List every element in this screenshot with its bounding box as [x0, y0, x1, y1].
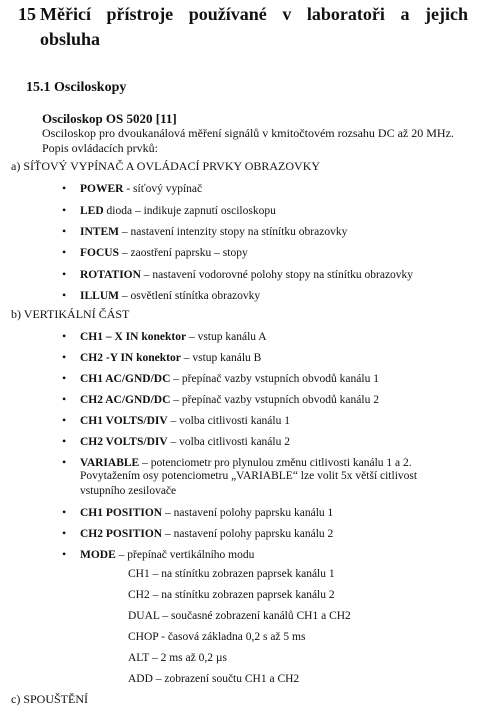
list-item — [62, 288, 260, 303]
chapter-number: 15 — [18, 4, 36, 24]
list-item — [62, 371, 379, 386]
bullet: • — [62, 224, 67, 238]
bullet: • — [62, 526, 67, 540]
description: – vstup kanálu A — [186, 331, 267, 343]
description: - síťový vypínač — [123, 183, 203, 195]
chapter-title-continued: obsluha — [40, 29, 101, 49]
list-item — [62, 526, 333, 541]
description: dioda – indikuje zapnutí osciloskopu — [103, 205, 276, 217]
description: – volba citlivosti kanálu 2 — [167, 436, 290, 448]
term: CH1 POSITION — [80, 507, 163, 519]
description: – zaostření paprsku – stopy — [118, 247, 248, 259]
list-item — [62, 203, 276, 218]
bullet: • — [62, 245, 67, 259]
term: CH2 AC/GND/DC — [80, 394, 171, 406]
mode-option: ADD – zobrazení součtu CH1 a CH2 — [128, 673, 300, 685]
description-continued: vstupního zesilovače — [80, 485, 177, 497]
description: – přepínač vazby vstupních obvodů kanálu 2 — [170, 394, 379, 406]
term: CH2 POSITION — [80, 528, 163, 540]
list-item — [62, 329, 267, 344]
term: MODE — [80, 549, 116, 561]
term: FOCUS — [80, 247, 119, 259]
bullet: • — [62, 181, 67, 195]
term: CH1 – X IN konektor — [80, 331, 187, 343]
list-item — [62, 434, 290, 449]
part-c-heading: c) SPOUŠTĚNÍ — [11, 692, 88, 706]
bullet: • — [62, 350, 67, 364]
bullet: • — [62, 203, 67, 217]
list-item — [62, 245, 248, 260]
bullet: • — [62, 434, 67, 448]
term: ROTATION — [80, 269, 141, 281]
list-item — [62, 350, 261, 365]
list-item — [62, 547, 254, 562]
section-title: 15.1 Osciloskopy — [26, 80, 127, 95]
list-item — [62, 392, 379, 407]
bullet: • — [62, 329, 67, 343]
description: – potenciometr pro plynulou změnu citlivosti kanálu 1 a 2. — [139, 457, 412, 469]
part-b-heading: b) VERTIKÁLNÍ ČÁST — [11, 307, 130, 321]
description-continued: Povytažením osy potenciometru „VARIABLE“ lze volit 5x větší citlivost — [80, 470, 418, 482]
description: – nastavení vodorovné polohy stopy na stínítku obrazovky — [140, 269, 414, 281]
bullet: • — [62, 392, 67, 406]
mode-option: CH1 – na stínítku zobrazen paprsek kanálu 1 — [128, 568, 335, 580]
description: – přepínač vertikálního modu — [115, 549, 255, 561]
bullet: • — [62, 267, 67, 281]
bullet: • — [62, 547, 67, 561]
mode-option: ALT – 2 ms až 0,2 µs — [128, 652, 227, 664]
mode-option: DUAL – současné zobrazení kanálů CH1 a CH2 — [128, 610, 351, 622]
list-item-variable — [62, 455, 412, 470]
subsection-title: Osciloskop OS 5020 [11] — [42, 111, 177, 126]
description: – osvětlení stínítka obrazovky — [118, 290, 261, 302]
list-item — [62, 505, 333, 520]
list-item — [62, 413, 290, 428]
list-item — [62, 181, 202, 196]
part-a-heading: a) SÍŤOVÝ VYPÍNAČ A OVLÁDACÍ PRVKY OBRAZOVKY — [11, 159, 321, 173]
mode-option: CH2 – na stínítku zobrazen paprsek kanálu 2 — [128, 589, 335, 601]
list-item — [62, 267, 413, 282]
term: VARIABLE — [80, 457, 140, 469]
chapter-title: Měřicí přístroje používané v laboratoři a jejich — [40, 4, 468, 24]
bullet: • — [62, 288, 67, 302]
bullet: • — [62, 455, 67, 469]
term: CH1 VOLTS/DIV — [80, 415, 168, 427]
description: – přepínač vazby vstupních obvodů kanálu 1 — [170, 373, 379, 385]
list-item — [62, 224, 347, 239]
description: – nastavení intenzity stopy na stínítku obrazovky — [118, 226, 348, 238]
term: CH2 VOLTS/DIV — [80, 436, 168, 448]
bullet: • — [62, 371, 67, 385]
description: – volba citlivosti kanálu 1 — [167, 415, 290, 427]
description: – vstup kanálu B — [180, 352, 262, 364]
term: POWER — [80, 183, 124, 195]
mode-option: CHOP - časová základna 0,2 s až 5 ms — [128, 631, 306, 643]
term: CH1 AC/GND/DC — [80, 373, 171, 385]
description: – nastavení polohy paprsku kanálu 2 — [162, 528, 334, 540]
intro-text: Osciloskop pro dvoukanálová měření signálů v kmitočtovém rozsahu DC až 20 MHz. — [42, 126, 454, 140]
term: ILLUM — [80, 290, 119, 302]
bullet: • — [62, 413, 67, 427]
term: INTEM — [80, 226, 119, 238]
term: CH2 -Y IN konektor — [80, 352, 181, 364]
term: LED — [80, 205, 104, 217]
description: – nastavení polohy paprsku kanálu 1 — [162, 507, 334, 519]
bullet: • — [62, 505, 67, 519]
intro-text-controls: Popis ovládacích prvků: — [42, 141, 158, 155]
